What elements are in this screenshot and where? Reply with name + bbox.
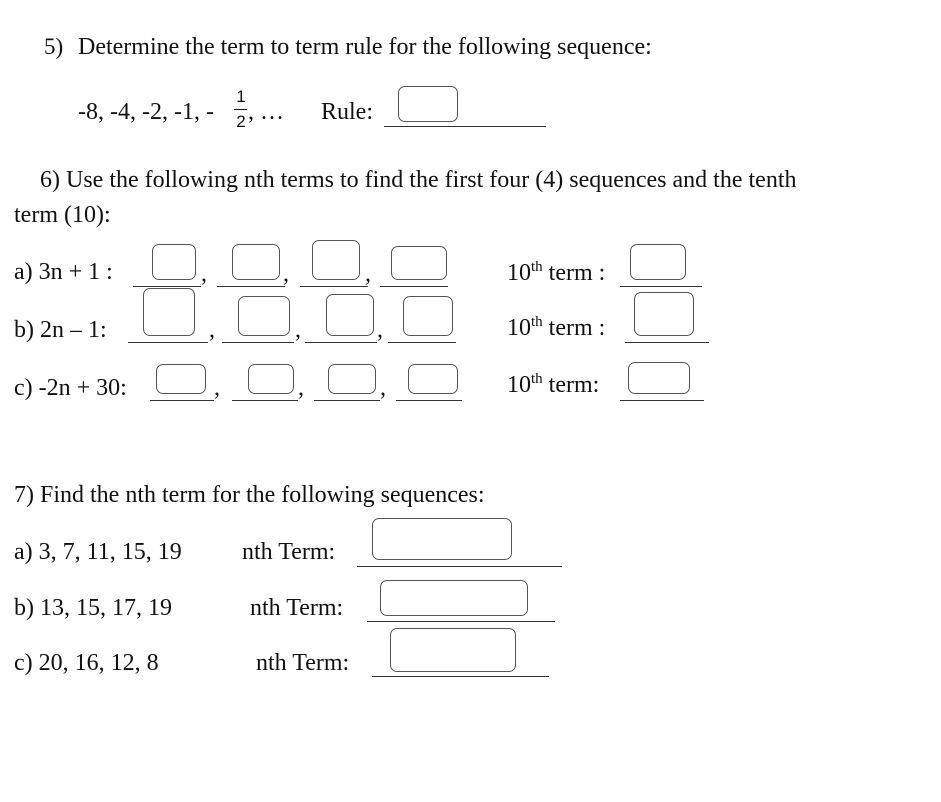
q6-row-b-underline-3 <box>305 342 377 343</box>
q6-row-b-tenth-label: 10th term : <box>507 314 606 341</box>
q5-rule-answer-box[interactable] <box>398 86 458 122</box>
q5-rule-label: Rule: <box>321 99 373 125</box>
q6-row-b-comma-3: , <box>377 317 383 343</box>
q6-row-a-underline-4 <box>380 286 448 287</box>
q5-fraction-denominator: 2 <box>236 112 246 131</box>
q5-sequence: -8, -4, -2, -1, - <box>78 99 214 125</box>
q6-row-a-tenth-label: 10th term : <box>507 259 606 286</box>
q7-row-b-answer-box[interactable] <box>380 580 528 616</box>
q6-row-c-term3-box[interactable] <box>328 364 376 394</box>
q6-row-c-tenth-box[interactable] <box>628 362 690 394</box>
q5-fraction-bar <box>234 109 247 110</box>
q6-row-a-term3-box[interactable] <box>312 240 360 280</box>
q7-row-c-term-label: nth Term: <box>256 650 350 676</box>
q6-prompt-line1: 6) Use the following nth terms to find the first four (4) sequences and the tenth <box>40 167 797 193</box>
q6-row-a-term1-box[interactable] <box>152 244 196 280</box>
q6-row-a-comma-3: , <box>365 261 371 287</box>
q6-row-c-underline-4 <box>396 400 462 401</box>
q6-row-a-label: a) 3n + 1 : <box>14 259 113 285</box>
q7-row-c-sequence: c) 20, 16, 12, 8 <box>14 650 159 676</box>
q6-row-a-underline-2 <box>217 286 285 287</box>
q6-row-c-comma-1: , <box>214 375 220 401</box>
q6-row-a-underline-3 <box>300 286 368 287</box>
q7-row-b-underline <box>367 621 555 622</box>
q6-row-a-comma-1: , <box>201 261 207 287</box>
q6-row-b-comma-1: , <box>209 317 215 343</box>
q6-row-b-tenth-underline <box>625 342 709 343</box>
q6-row-b-tenth-box[interactable] <box>634 292 694 336</box>
q6-row-b-label: b) 2n – 1: <box>14 317 107 343</box>
q7-row-a-sequence: a) 3, 7, 11, 15, 19 <box>14 539 182 565</box>
q6-row-b-underline-1 <box>128 342 208 343</box>
q6-row-c-tenth-label: 10th term: <box>507 371 600 398</box>
q5-fraction-numerator: 1 <box>236 87 246 106</box>
q6-row-a-comma-2: , <box>283 261 289 287</box>
q7-row-b-term-label: nth Term: <box>250 595 344 621</box>
q6-row-c-tenth-underline <box>620 400 704 401</box>
q6-row-b-term4-box[interactable] <box>403 296 453 336</box>
q5-rule-underline <box>384 126 546 127</box>
q6-row-c-comma-2: , <box>298 375 304 401</box>
q6-row-c-underline-3 <box>314 400 380 401</box>
q6-row-b-term2-box[interactable] <box>238 296 290 336</box>
q5-number: 5) <box>44 34 64 59</box>
q7-row-a-answer-box[interactable] <box>372 518 512 560</box>
q6-row-a-underline-1 <box>133 286 201 287</box>
q6-row-c-label: c) -2n + 30: <box>14 375 127 401</box>
q6-row-c-term2-box[interactable] <box>248 364 294 394</box>
q6-row-a-term4-box[interactable] <box>391 246 447 280</box>
q7-row-c-underline <box>372 676 549 677</box>
q5-sequence-tail: , … <box>248 99 284 125</box>
q7-prompt: 7) Find the nth term for the following sequences: <box>14 482 485 508</box>
q6-row-a-term2-box[interactable] <box>232 244 280 280</box>
q6-row-b-comma-2: , <box>295 317 301 343</box>
q6-row-b-term1-box[interactable] <box>143 288 195 336</box>
q7-row-b-sequence: b) 13, 15, 17, 19 <box>14 595 172 621</box>
q6-row-a-tenth-underline <box>620 286 702 287</box>
q6-prompt-line2: term (10): <box>14 202 111 228</box>
q5-prompt: Determine the term to term rule for the following sequence: <box>78 34 652 60</box>
q6-row-c-term4-box[interactable] <box>408 364 458 394</box>
q6-row-b-underline-2 <box>222 342 294 343</box>
q7-row-a-underline <box>357 566 562 567</box>
q6-row-a-tenth-box[interactable] <box>630 244 686 280</box>
q6-row-b-underline-4 <box>388 342 456 343</box>
q6-row-c-underline-2 <box>232 400 298 401</box>
q6-row-c-underline-1 <box>150 400 214 401</box>
q7-row-c-answer-box[interactable] <box>390 628 516 672</box>
q6-row-b-term3-box[interactable] <box>326 294 374 336</box>
q6-row-c-comma-3: , <box>380 375 386 401</box>
q6-row-c-term1-box[interactable] <box>156 364 206 394</box>
q7-row-a-term-label: nth Term: <box>242 539 336 565</box>
